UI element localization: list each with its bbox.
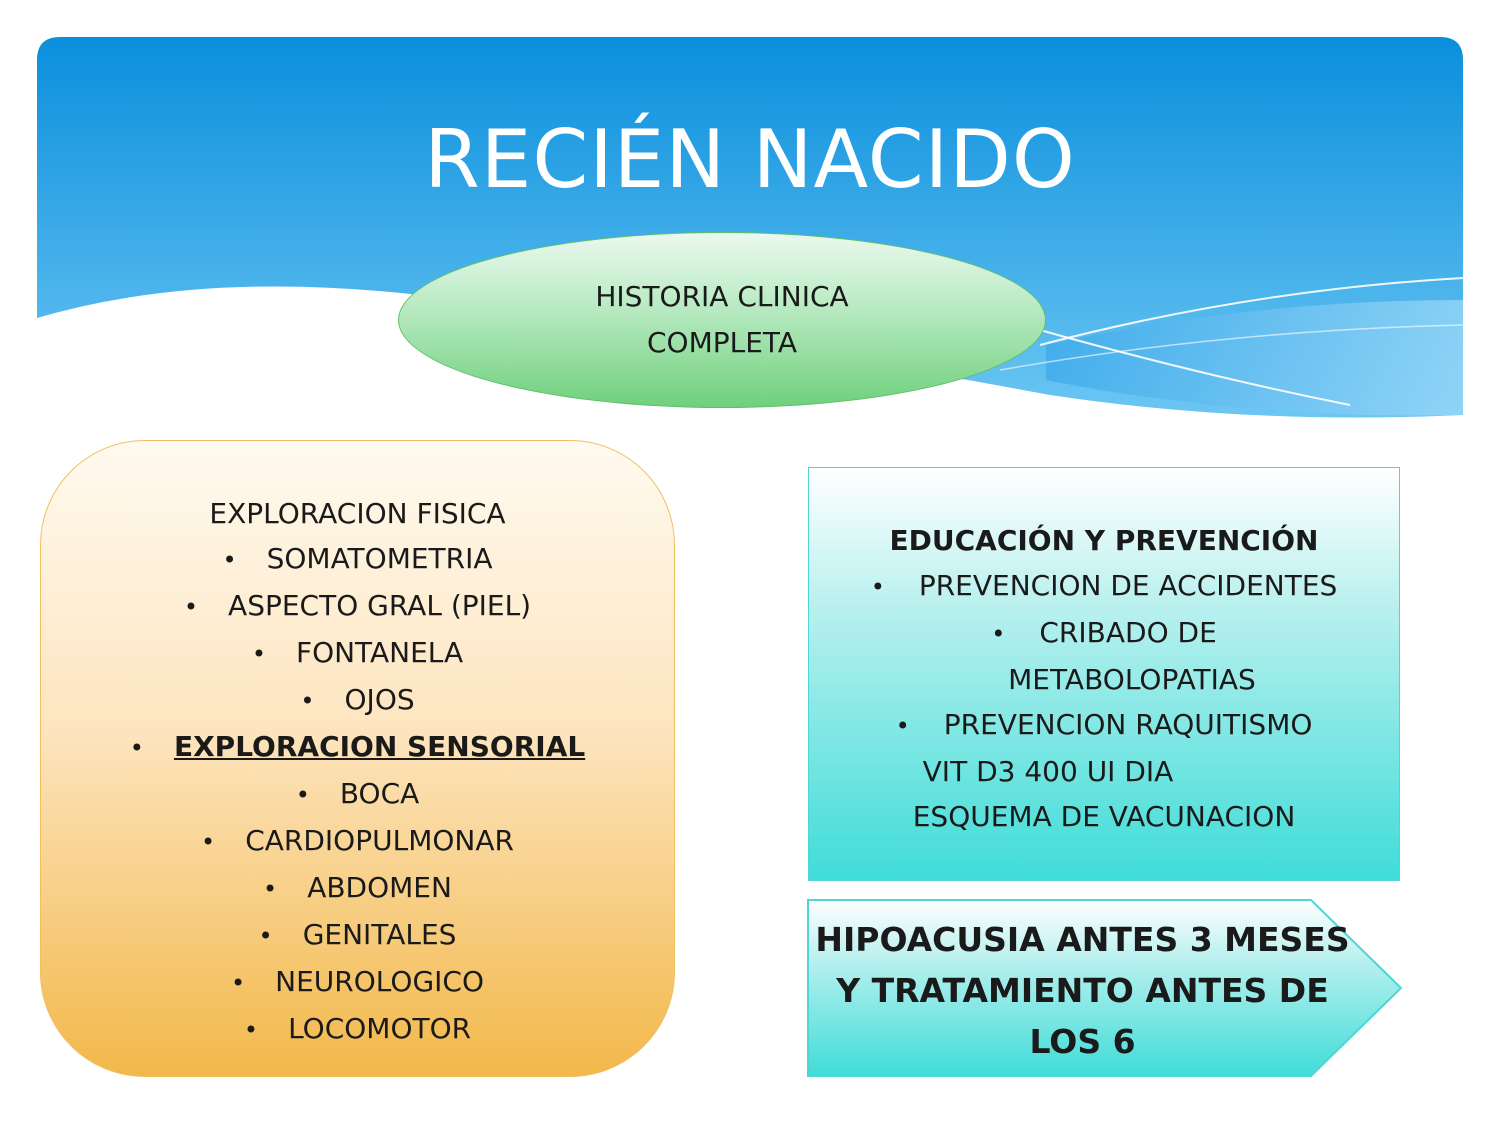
oval-line-2: COMPLETA [646,326,797,359]
list-item [41,1006,674,1053]
list-item [41,771,674,818]
list-item-label: CRIBADO DE [1039,616,1217,649]
list-item [41,677,674,724]
educacion-title: EDUCACIÓN Y PREVENCIÓN [889,524,1319,557]
oval-line-1: HISTORIA CLINICA [595,280,849,313]
list-item-label: CARDIOPULMONAR [245,824,514,857]
list-item [41,630,674,677]
bullet-icon: • [129,734,144,762]
list-item-label: LOCOMOTOR [288,1012,472,1045]
bullet-icon: • [231,969,246,997]
list-item-label: PREVENCION RAQUITISMO [943,708,1313,741]
bullet-icon: • [870,573,885,601]
list-item-label-emphasis: EXPLORACION SENSORIAL [173,730,586,763]
bullet-icon: • [251,640,266,668]
bullet-icon: • [263,875,278,903]
list-item [809,610,1399,657]
exploracion-fisica-box [40,440,675,1077]
hipoacusia-text [810,914,1355,1067]
list-item-label: SOMATOMETRIA [266,542,493,575]
list-item-label: OJOS [344,683,415,716]
list-item [41,912,674,959]
list-item-label: NEUROLOGICO [275,965,484,998]
bullet-icon: • [222,546,237,574]
exploracion-list [41,536,674,1053]
hipoacusia-line-2: Y TRATAMIENTO ANTES DE [836,971,1329,1010]
list-item [809,563,1399,610]
list-item [41,583,674,630]
hipoacusia-line-1: HIPOACUSIA ANTES 3 MESES [815,920,1350,959]
list-item-label: PREVENCION DE ACCIDENTES [918,569,1338,602]
vitamina-d-line: VIT D3 400 UI DIA [922,755,1174,788]
list-item-label: FONTANELA [295,636,464,669]
list-item-label: ASPECTO GRAL (PIEL) [228,589,532,622]
bullet-icon: • [300,687,315,715]
list-item [41,536,674,583]
bullet-icon: • [258,922,273,950]
list-item [41,959,674,1006]
list-item-label: ABDOMEN [307,871,452,904]
bullet-icon: • [895,712,910,740]
bullet-icon: • [991,620,1006,648]
exploracion-title: EXPLORACION FISICA [209,497,506,530]
esquema-vacunacion-line: ESQUEMA DE VACUNACION [912,800,1296,833]
bullet-icon: • [243,1016,259,1044]
list-item [41,724,674,771]
educacion-prevencion-box [808,467,1400,881]
list-item-label: BOCA [339,777,420,810]
list-item-label: GENITALES [302,918,457,951]
bullet-icon: • [183,593,199,621]
list-item-continuation: METABOLOPATIAS [1008,663,1256,696]
bullet-icon: • [295,781,310,809]
list-item [41,865,674,912]
list-item [809,702,1399,749]
historia-clinica-oval [398,232,1046,408]
bullet-icon: • [201,828,216,856]
slide-title: RECIÉN NACIDO [424,113,1076,206]
list-item [41,818,674,865]
hipoacusia-line-3: LOS 6 [1029,1022,1136,1061]
